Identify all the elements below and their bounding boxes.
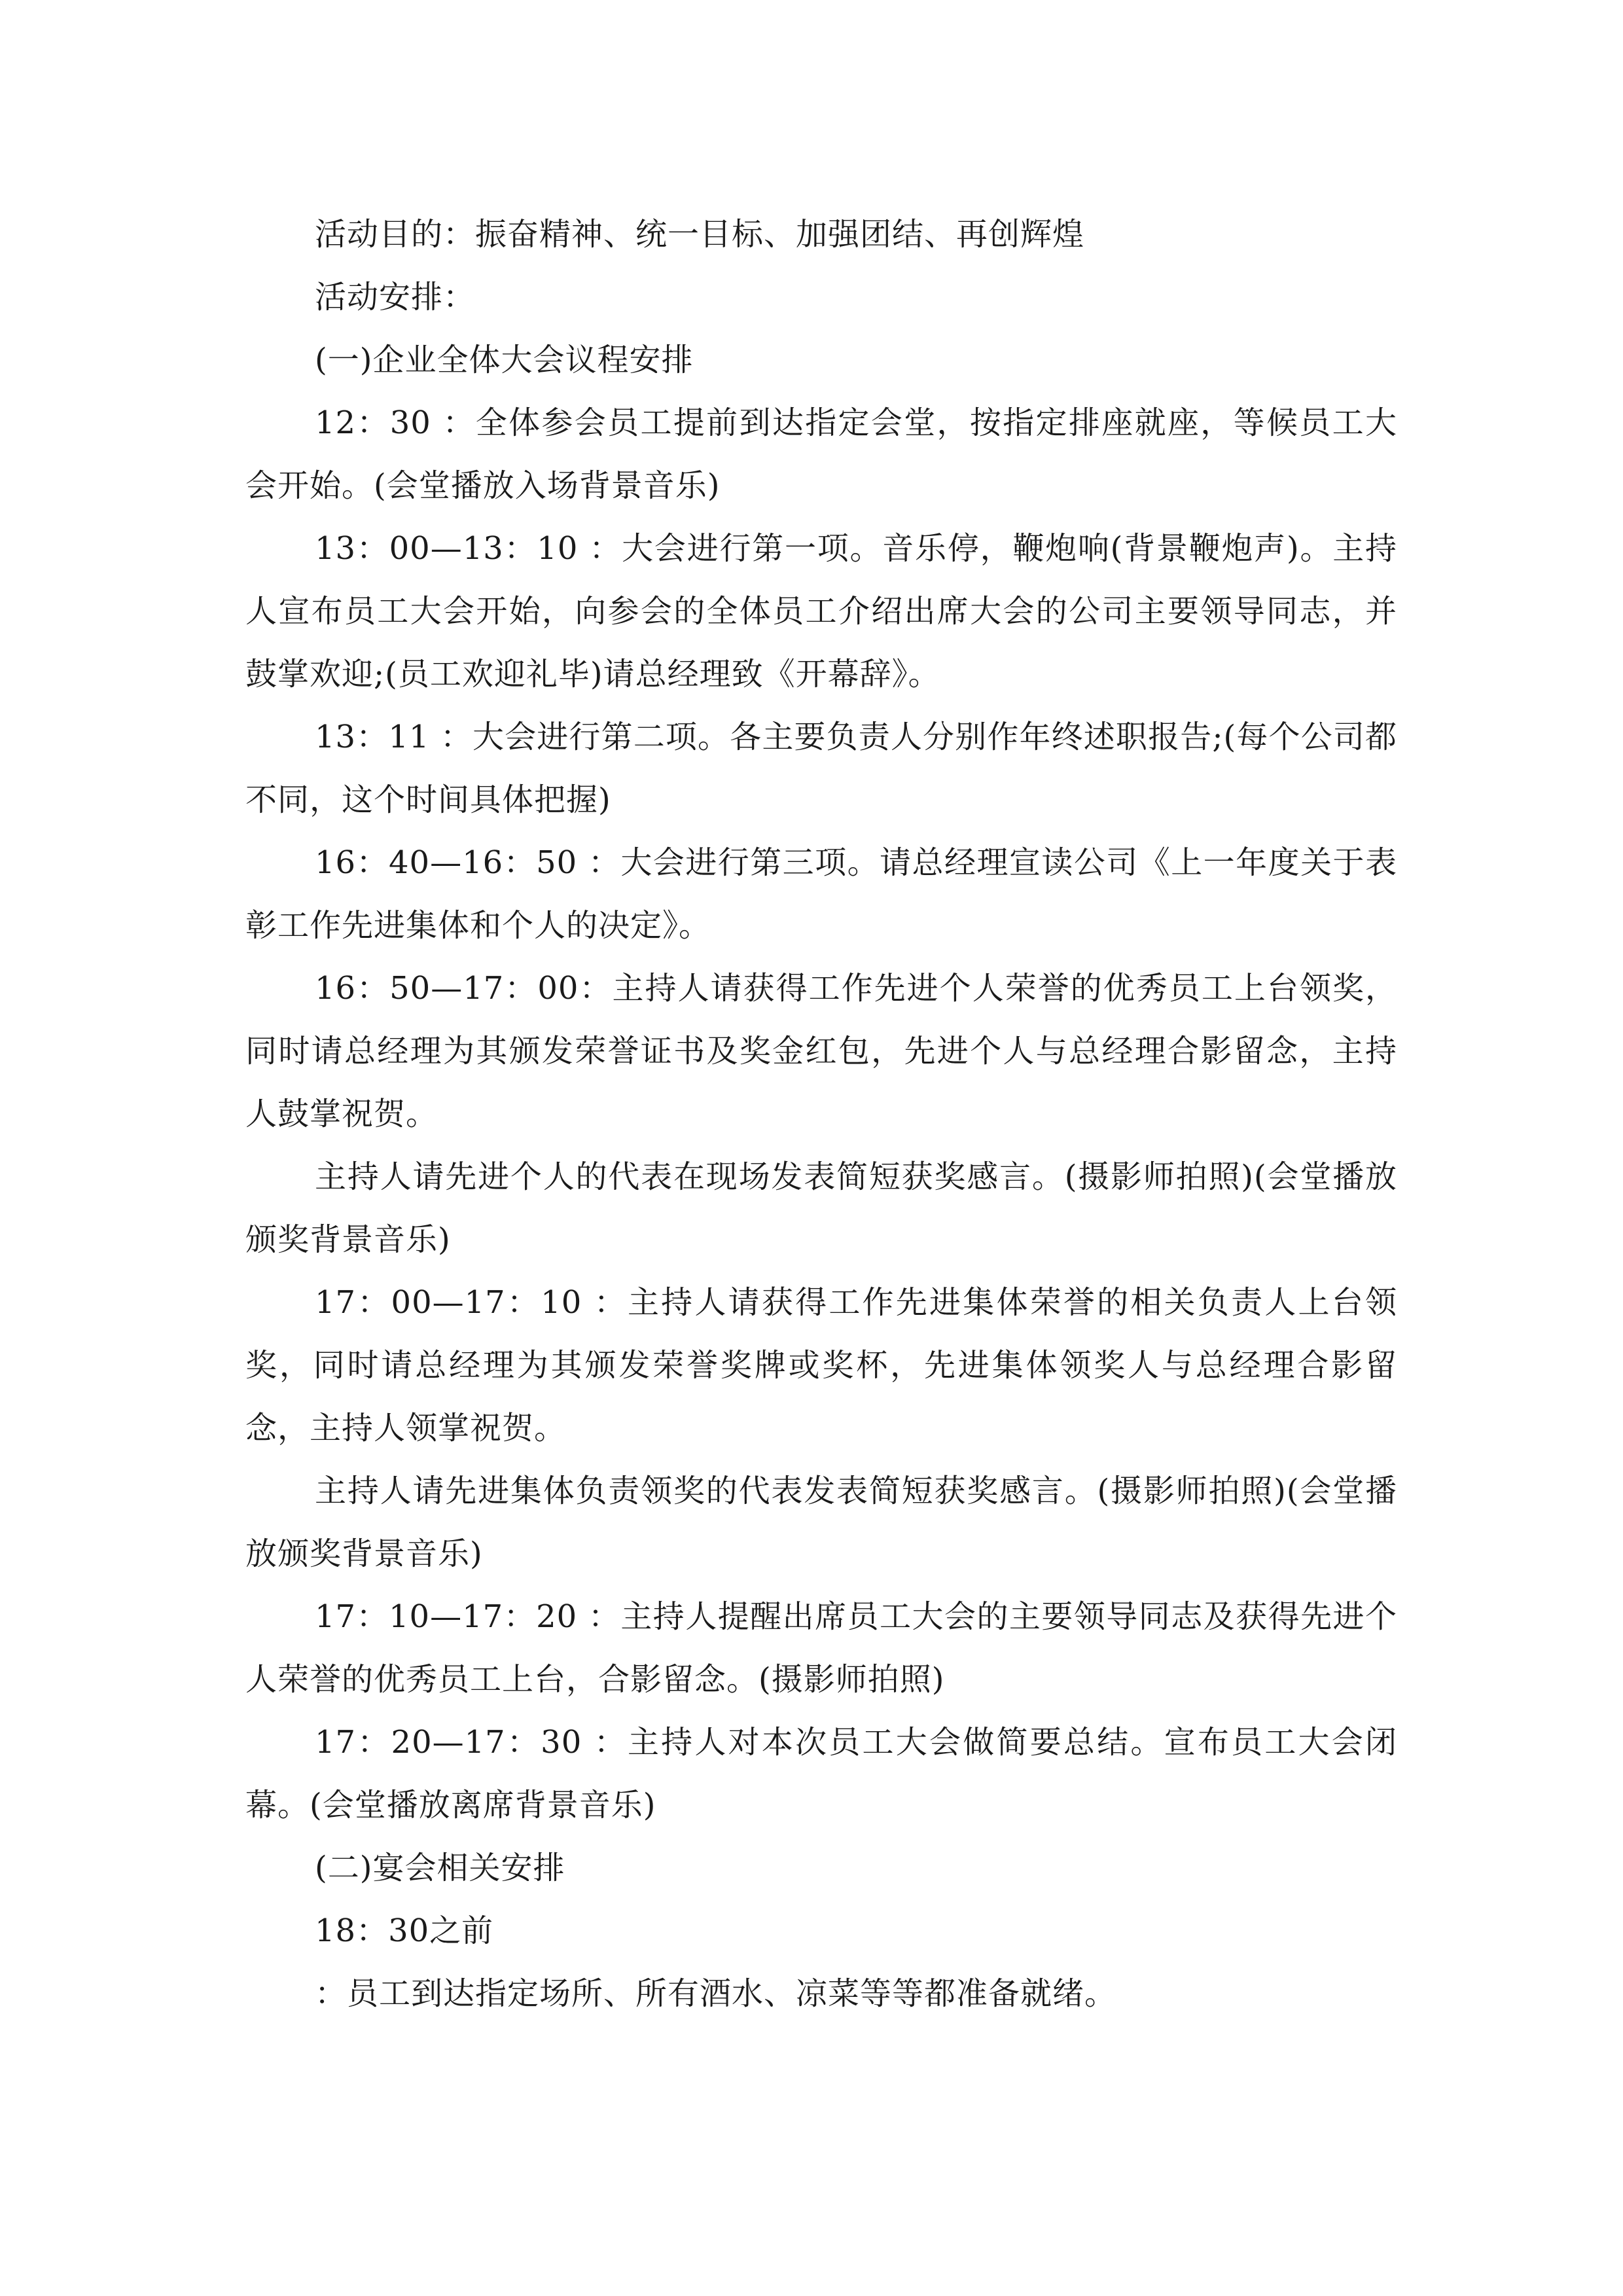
agenda-item-1710: 17：10—17：20 ：主持人提醒出席员工大会的主要领导同志及获得先进个人荣誉的优秀员工上台，合影留念。(摄影师拍照) (245, 1598, 1397, 1698)
agenda-item-1300: 13：00—13：10 ：大会进行第一项。音乐停，鞭炮响(背景鞭炮声)。主持人宣布员工大会开始，向参会的全体员工介绍出席大会的公司主要领导同志，并鼓掌欢迎;(员工欢迎礼毕)请总经理致《开幕辞》。 (245, 530, 1397, 692)
paragraph-purpose: 活动目的：振奋精神、统一目标、加强团结、再创辉煌 (315, 216, 1085, 253)
banquet-time-1830: 18：30之前 (315, 1912, 494, 1949)
agenda-note-collective-speech: 主持人请先进集体负责领奖的代表发表简短获奖感言。(摄影师拍照)(会堂播放颁奖背景音乐) (245, 1473, 1397, 1572)
document-body (245, 203, 1397, 2025)
agenda-item-1720: 17：20—17：30 ：主持人对本次员工大会做简要总结。宣布员工大会闭幕。(会堂播放离席背景音乐) (245, 1724, 1397, 1823)
section-heading-meeting-agenda: (一)企业全体大会议程安排 (315, 342, 694, 378)
agenda-item-1650: 16：50—17：00：主持人请获得工作先进个人荣誉的优秀员工上台领奖，同时请总经理为其颁发荣誉证书及奖金红包，先进个人与总经理合影留念，主持人鼓掌祝贺。 (245, 970, 1397, 1132)
agenda-item-1230: 12：30 ：全体参会员工提前到达指定会堂，按指定排座就座，等候员工大会开始。(会堂播放入场背景音乐) (245, 404, 1397, 504)
agenda-item-1640: 16：40—16：50 ：大会进行第三项。请总经理宣读公司《上一年度关于表彰工作先进集体和个人的决定》。 (245, 844, 1397, 944)
agenda-item-1700: 17：00—17：10 ：主持人请获得工作先进集体荣誉的相关负责人上台领奖，同时请总经理为其颁发荣誉奖牌或奖杯，先进集体领奖人与总经理合影留念，主持人领掌祝贺。 (245, 1284, 1397, 1446)
banquet-preparation: ：员工到达指定场所、所有酒水、凉菜等等都准备就绪。 (315, 1975, 1117, 2012)
agenda-item-1311: 13：11 ：大会进行第二项。各主要负责人分别作年终述职报告;(每个公司都不同，这个时间具体把握) (245, 719, 1397, 818)
section-heading-banquet: (二)宴会相关安排 (315, 1850, 565, 1886)
agenda-note-individual-speech: 主持人请先进个人的代表在现场发表简短获奖感言。(摄影师拍照)(会堂播放颁奖背景音乐) (245, 1158, 1397, 1258)
paragraph-arrangement-heading: 活动安排： (315, 279, 476, 315)
